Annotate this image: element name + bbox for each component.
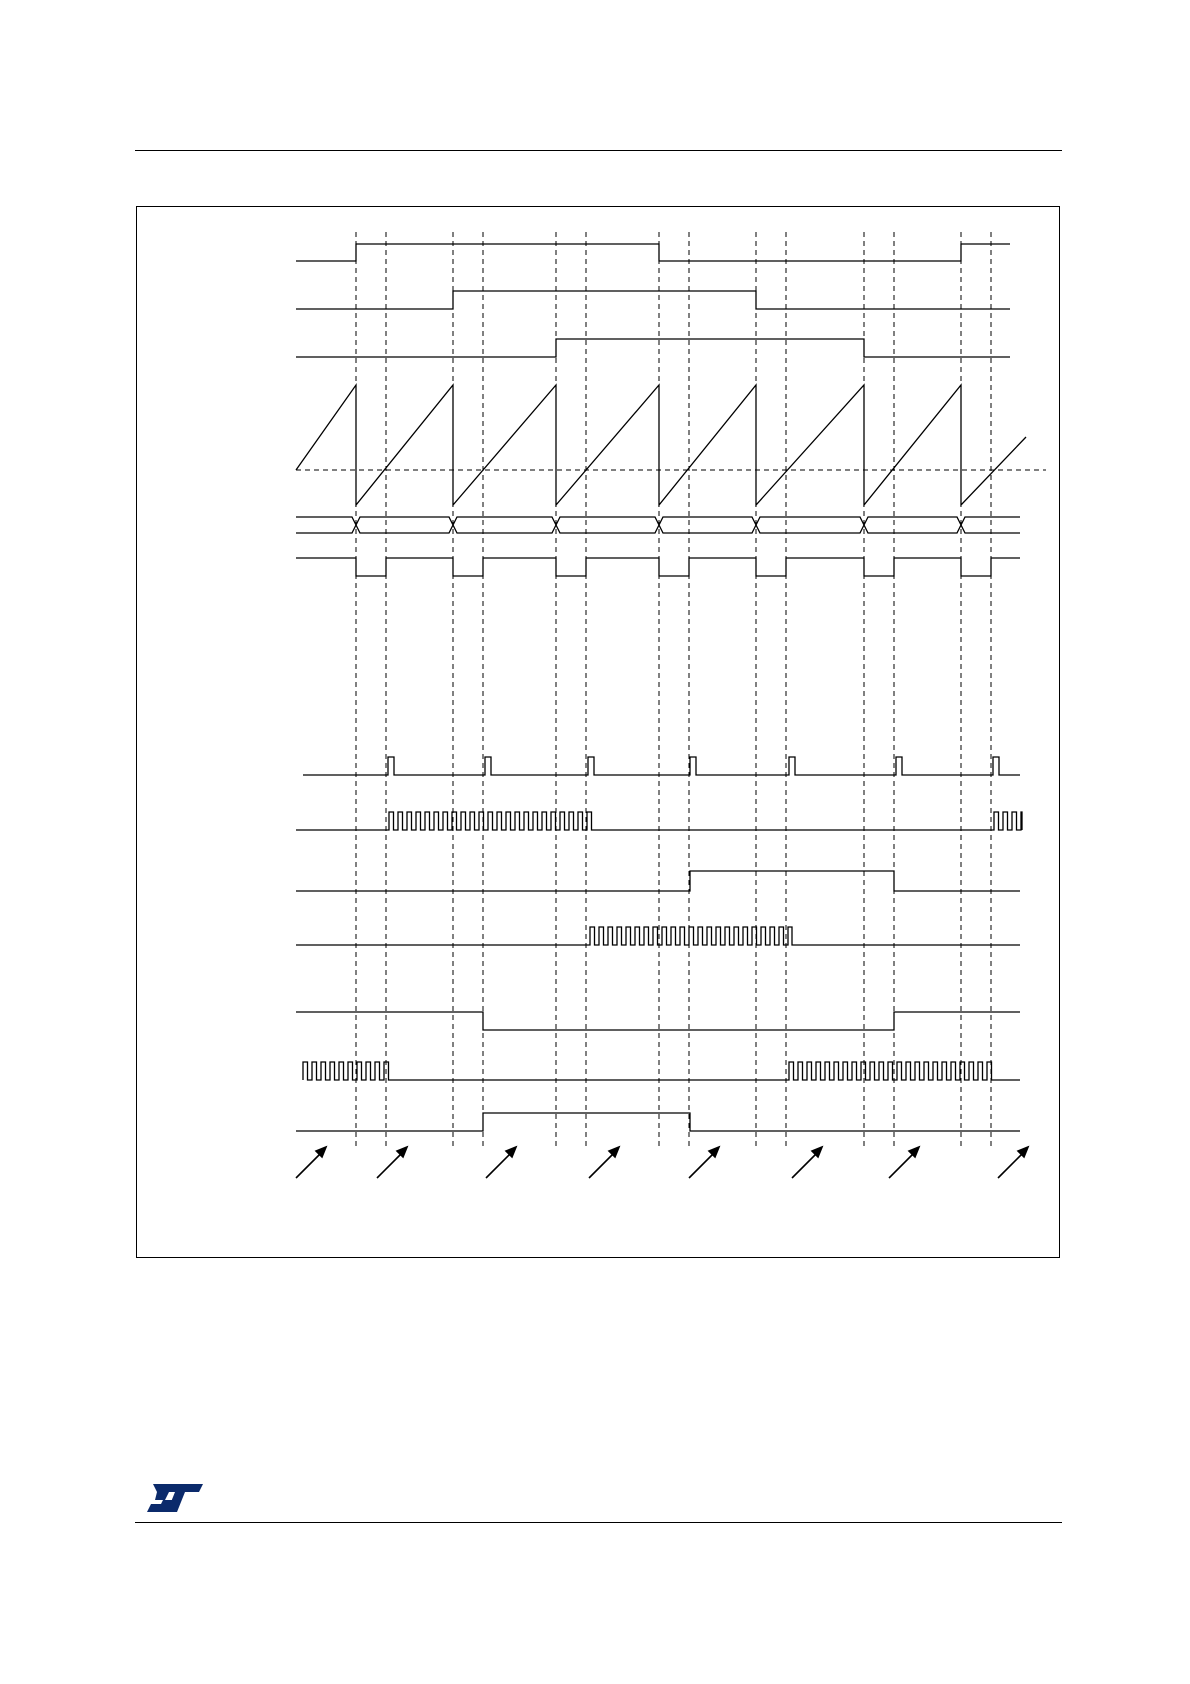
narrow-pulse-signal [303, 757, 1020, 775]
burst-signal-3 [303, 1062, 1020, 1080]
low-pulse-signal [296, 558, 1020, 576]
event-arrow-2 [486, 1152, 512, 1178]
signal-11 [296, 1012, 1020, 1030]
event-arrow-5 [792, 1152, 818, 1178]
bus-line-b [296, 517, 1020, 533]
signal-traces [296, 244, 1026, 1131]
st-logo-mark [147, 1484, 203, 1512]
signal-1 [296, 244, 1010, 261]
event-arrow-6 [889, 1152, 915, 1178]
footer-rule [135, 1522, 1062, 1523]
event-arrows [296, 1147, 1028, 1178]
signal-9 [296, 871, 1020, 891]
sawtooth-signal [296, 385, 1026, 505]
event-arrow-0 [296, 1152, 322, 1178]
burst-signal-2 [296, 927, 1020, 945]
event-arrow-3 [589, 1152, 615, 1178]
event-arrow-4 [689, 1152, 715, 1178]
bus-line-a [296, 517, 1020, 533]
event-arrow-1 [377, 1152, 403, 1178]
signal-3 [296, 339, 1010, 357]
event-arrow-7 [998, 1152, 1024, 1178]
st-logo [145, 1480, 205, 1516]
signal-13 [296, 1113, 1020, 1131]
signal-2 [296, 291, 1010, 309]
